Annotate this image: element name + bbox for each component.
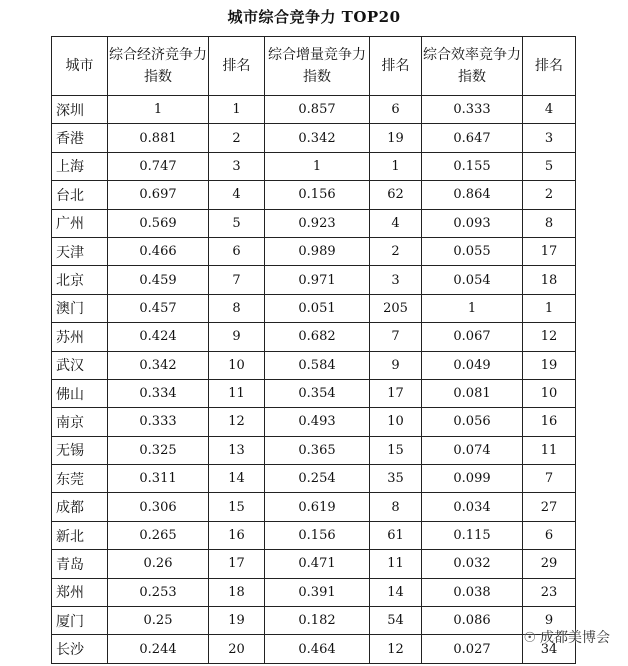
cell-economic-rank: 17 — [209, 550, 265, 578]
header-economic-rank: 排名 — [209, 37, 265, 96]
table-row — [52, 294, 576, 322]
cell-increment-rank: 7 — [370, 323, 422, 351]
cell-economic-rank: 3 — [209, 152, 265, 180]
cell-increment-rank: 11 — [370, 550, 422, 578]
table-row — [52, 465, 576, 493]
cell-increment-index: 0.365 — [265, 436, 370, 464]
cell-efficiency-rank: 2 — [523, 181, 576, 209]
cell-economic-rank: 2 — [209, 124, 265, 152]
cell-economic-rank: 13 — [209, 436, 265, 464]
cell-efficiency-rank: 8 — [523, 209, 576, 237]
cell-economic-index: 0.457 — [108, 294, 209, 322]
table-row — [52, 607, 576, 635]
cell-economic-index: 0.253 — [108, 578, 209, 606]
table-row — [52, 323, 576, 351]
table-row — [52, 436, 576, 464]
cell-increment-index: 0.254 — [265, 465, 370, 493]
cell-increment-rank: 2 — [370, 237, 422, 265]
cell-efficiency-index: 0.049 — [422, 351, 523, 379]
cell-efficiency-rank: 4 — [523, 96, 576, 124]
cell-economic-rank: 1 — [209, 96, 265, 124]
table-row — [52, 379, 576, 407]
cell-efficiency-rank: 19 — [523, 351, 576, 379]
cell-city: 南京 — [52, 408, 108, 436]
table-title: 城市综合竞争力 TOP20 — [227, 8, 401, 26]
table-row — [52, 578, 576, 606]
cell-economic-index: 0.424 — [108, 323, 209, 351]
header-efficiency-index: 综合效率竞争力指数 — [422, 37, 523, 96]
header-economic-index: 综合经济竞争力指数 — [108, 37, 209, 96]
cell-increment-index: 0.182 — [265, 607, 370, 635]
cell-efficiency-rank: 27 — [523, 493, 576, 521]
cell-city: 广州 — [52, 209, 108, 237]
cell-increment-rank: 14 — [370, 578, 422, 606]
cell-increment-index: 0.493 — [265, 408, 370, 436]
table-row — [52, 521, 576, 549]
table-row — [52, 96, 576, 124]
table-row — [52, 493, 576, 521]
cell-increment-rank: 61 — [370, 521, 422, 549]
cell-increment-index: 0.051 — [265, 294, 370, 322]
cell-economic-rank: 7 — [209, 266, 265, 294]
table-row — [52, 181, 576, 209]
cell-city: 深圳 — [52, 96, 108, 124]
cell-efficiency-rank: 3 — [523, 124, 576, 152]
cell-increment-rank: 6 — [370, 96, 422, 124]
cell-increment-index: 0.156 — [265, 521, 370, 549]
header-city: 城市 — [52, 37, 108, 96]
cell-economic-index: 0.466 — [108, 237, 209, 265]
cell-efficiency-index: 0.093 — [422, 209, 523, 237]
wechat-icon: ☉ — [523, 630, 536, 646]
cell-increment-index: 0.857 — [265, 96, 370, 124]
cell-efficiency-rank: 18 — [523, 266, 576, 294]
cell-efficiency-index: 0.864 — [422, 181, 523, 209]
cell-efficiency-rank: 16 — [523, 408, 576, 436]
cell-economic-rank: 10 — [209, 351, 265, 379]
table-row — [52, 266, 576, 294]
cell-economic-index: 0.697 — [108, 181, 209, 209]
cell-efficiency-rank: 6 — [523, 521, 576, 549]
watermark — [523, 627, 610, 647]
cell-efficiency-index: 0.086 — [422, 607, 523, 635]
cell-efficiency-rank: 23 — [523, 578, 576, 606]
cell-city: 武汉 — [52, 351, 108, 379]
cell-economic-index: 0.881 — [108, 124, 209, 152]
cell-efficiency-index: 0.038 — [422, 578, 523, 606]
cell-economic-index: 0.747 — [108, 152, 209, 180]
cell-city: 香港 — [52, 124, 108, 152]
cell-increment-index: 1 — [265, 152, 370, 180]
cell-increment-index: 0.471 — [265, 550, 370, 578]
cell-economic-rank: 20 — [209, 635, 265, 663]
cell-increment-rank: 10 — [370, 408, 422, 436]
cell-economic-index: 0.459 — [108, 266, 209, 294]
cell-increment-rank: 35 — [370, 465, 422, 493]
table-row — [52, 408, 576, 436]
cell-economic-rank: 4 — [209, 181, 265, 209]
cell-efficiency-index: 0.099 — [422, 465, 523, 493]
cell-economic-index: 0.311 — [108, 465, 209, 493]
cell-economic-rank: 11 — [209, 379, 265, 407]
cell-increment-index: 0.584 — [265, 351, 370, 379]
cell-economic-index: 0.306 — [108, 493, 209, 521]
header-increment-index: 综合增量竞争力指数 — [265, 37, 370, 96]
cell-efficiency-rank: 9 — [523, 607, 576, 635]
cell-efficiency-index: 0.647 — [422, 124, 523, 152]
cell-efficiency-index: 0.074 — [422, 436, 523, 464]
cell-efficiency-index: 0.333 — [422, 96, 523, 124]
cell-increment-rank: 19 — [370, 124, 422, 152]
cell-efficiency-rank: 10 — [523, 379, 576, 407]
cell-efficiency-index: 0.056 — [422, 408, 523, 436]
cell-increment-index: 0.971 — [265, 266, 370, 294]
cell-efficiency-index: 0.055 — [422, 237, 523, 265]
cell-increment-rank: 1 — [370, 152, 422, 180]
cell-economic-index: 0.244 — [108, 635, 209, 663]
cell-efficiency-rank: 17 — [523, 237, 576, 265]
cell-city: 澳门 — [52, 294, 108, 322]
cell-city: 上海 — [52, 152, 108, 180]
cell-city: 东莞 — [52, 465, 108, 493]
cell-economic-index: 0.325 — [108, 436, 209, 464]
header-row — [52, 37, 576, 96]
header-efficiency-rank: 排名 — [523, 37, 576, 96]
cell-economic-index: 0.569 — [108, 209, 209, 237]
cell-economic-rank: 15 — [209, 493, 265, 521]
cell-economic-rank: 9 — [209, 323, 265, 351]
cell-city: 郑州 — [52, 578, 108, 606]
cell-city: 成都 — [52, 493, 108, 521]
cell-efficiency-rank: 29 — [523, 550, 576, 578]
cell-efficiency-rank: 34 — [523, 635, 576, 663]
cell-economic-rank: 5 — [209, 209, 265, 237]
cell-economic-rank: 16 — [209, 521, 265, 549]
cell-economic-index: 0.342 — [108, 351, 209, 379]
table-row — [52, 152, 576, 180]
cell-increment-rank: 62 — [370, 181, 422, 209]
cell-efficiency-index: 0.081 — [422, 379, 523, 407]
cell-efficiency-index: 0.032 — [422, 550, 523, 578]
cell-city: 厦门 — [52, 607, 108, 635]
cell-city: 苏州 — [52, 323, 108, 351]
cell-increment-rank: 12 — [370, 635, 422, 663]
cell-efficiency-rank: 12 — [523, 323, 576, 351]
cell-economic-index: 1 — [108, 96, 209, 124]
cell-efficiency-rank: 5 — [523, 152, 576, 180]
cell-increment-index: 0.391 — [265, 578, 370, 606]
cell-increment-index: 0.619 — [265, 493, 370, 521]
cell-economic-rank: 19 — [209, 607, 265, 635]
cell-efficiency-rank: 11 — [523, 436, 576, 464]
cell-efficiency-index: 0.067 — [422, 323, 523, 351]
cell-increment-rank: 54 — [370, 607, 422, 635]
cell-city: 北京 — [52, 266, 108, 294]
cell-efficiency-index: 0.027 — [422, 635, 523, 663]
table-row — [52, 209, 576, 237]
cell-increment-rank: 9 — [370, 351, 422, 379]
cell-efficiency-index: 0.034 — [422, 493, 523, 521]
cell-economic-index: 0.265 — [108, 521, 209, 549]
cell-increment-rank: 4 — [370, 209, 422, 237]
cell-economic-index: 0.333 — [108, 408, 209, 436]
cell-increment-rank: 17 — [370, 379, 422, 407]
cell-increment-index: 0.923 — [265, 209, 370, 237]
table-row — [52, 237, 576, 265]
cell-city: 新北 — [52, 521, 108, 549]
cell-city: 佛山 — [52, 379, 108, 407]
cell-increment-index: 0.354 — [265, 379, 370, 407]
cell-efficiency-index: 0.155 — [422, 152, 523, 180]
cell-increment-rank: 3 — [370, 266, 422, 294]
cell-economic-index: 0.25 — [108, 607, 209, 635]
cell-increment-rank: 205 — [370, 294, 422, 322]
cell-city: 长沙 — [52, 635, 108, 663]
cell-increment-rank: 15 — [370, 436, 422, 464]
table-row — [52, 635, 576, 663]
cell-economic-rank: 12 — [209, 408, 265, 436]
cell-city: 天津 — [52, 237, 108, 265]
cell-efficiency-rank: 7 — [523, 465, 576, 493]
cell-efficiency-rank: 1 — [523, 294, 576, 322]
cell-increment-index: 0.989 — [265, 237, 370, 265]
cell-city: 无锡 — [52, 436, 108, 464]
competitiveness-table — [51, 36, 576, 664]
cell-increment-index: 0.156 — [265, 181, 370, 209]
cell-economic-index: 0.334 — [108, 379, 209, 407]
cell-efficiency-index: 0.054 — [422, 266, 523, 294]
cell-city: 台北 — [52, 181, 108, 209]
watermark-text: 成都美博会 — [540, 630, 610, 646]
cell-city: 青岛 — [52, 550, 108, 578]
cell-efficiency-index: 0.115 — [422, 521, 523, 549]
cell-economic-rank: 14 — [209, 465, 265, 493]
header-increment-rank: 排名 — [370, 37, 422, 96]
cell-economic-index: 0.26 — [108, 550, 209, 578]
table-row — [52, 351, 576, 379]
cell-increment-index: 0.342 — [265, 124, 370, 152]
table-row — [52, 550, 576, 578]
cell-economic-rank: 6 — [209, 237, 265, 265]
cell-efficiency-index: 1 — [422, 294, 523, 322]
cell-increment-rank: 8 — [370, 493, 422, 521]
cell-increment-index: 0.464 — [265, 635, 370, 663]
cell-economic-rank: 8 — [209, 294, 265, 322]
table-row — [52, 124, 576, 152]
cell-economic-rank: 18 — [209, 578, 265, 606]
cell-increment-index: 0.682 — [265, 323, 370, 351]
